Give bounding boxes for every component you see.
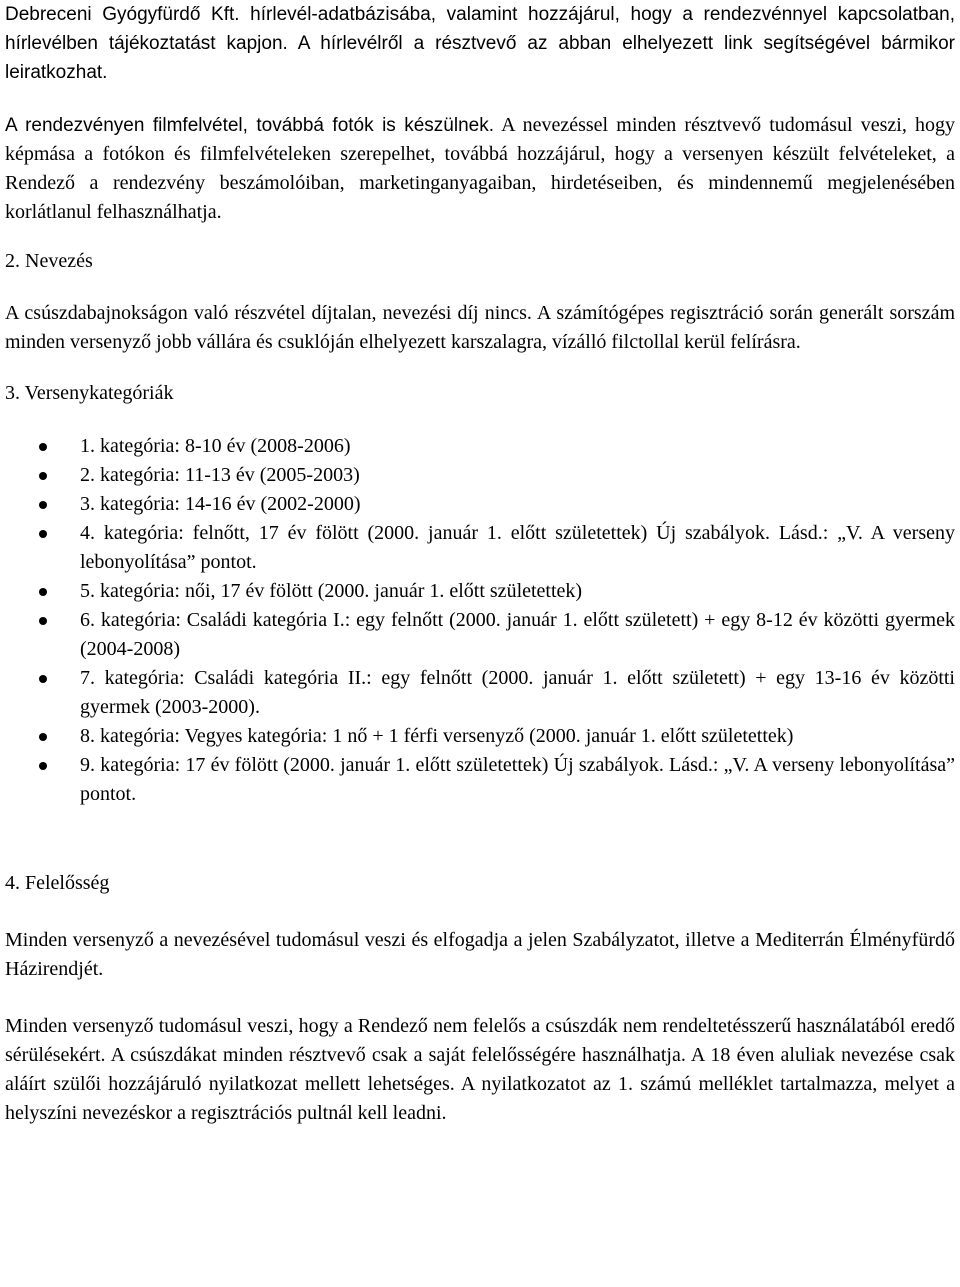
bullet-icon [39,675,47,683]
list-item-text: 1. kategória: 8-10 év (2008-2006) [80,435,351,457]
list-item-text: 6. kategória: Családi kategória I.: egy felnőtt (2000. január 1. előtt született) + egy 8-12 év közötti gyermek (2004-2008) [80,609,955,660]
list-item-text: 5. kategória: női, 17 év fölött (2000. január 1. előtt születettek) [80,580,583,602]
section-heading-nevezes: 2. Nevezés [5,250,93,272]
list-item [5,722,955,751]
bullet-icon [39,617,47,625]
list-item-text: 3. kategória: 14-16 év (2002-2000) [80,493,361,515]
newsletter-paragraph [5,0,955,87]
list-item [5,490,955,519]
list-item [5,577,955,606]
category-list [5,432,955,809]
list-item [5,461,955,490]
section-heading-categories: 3. Versenykategóriák [5,382,174,404]
bullet-icon [39,588,47,596]
bullet-icon [39,501,47,509]
list-item [5,432,955,461]
entry-paragraph: A csúszdabajnokságon való részvétel díjtalan, nevezési díj nincs. A számítógépes regisztráció során generált sorszám minden versenyző jobb vállára és csuklóján elhelyezett karszalagra, vízálló filctollal kerül felírásra. [5,302,955,353]
list-item [5,606,955,664]
section-heading-responsibility: 4. Felelősség [5,872,110,894]
rules-paragraph: Minden versenyző a nevezésével tudomásul veszi és elfogadja a jelen Szabályzatot, illetve a Mediterrán Élményfürdő Házirendjét. [5,929,955,980]
bullet-icon [39,762,47,770]
list-item [5,664,955,722]
list-item-text: 7. kategória: Családi kategória II.: egy felnőtt (2000. január 1. előtt született) + egy 13-16 év közötti gyermek (2003-2000). [80,667,955,718]
bullet-icon [39,443,47,451]
document-page [5,0,955,1128]
recording-paragraph [5,111,955,227]
list-item-text: 2. kategória: 11-13 év (2005-2003) [80,464,360,486]
bullet-icon [39,530,47,538]
bullet-icon [39,733,47,741]
list-item-text: 4. kategória: felnőtt, 17 év fölött (2000. január 1. előtt születettek) Új szabályok. Lásd.: „V. A verseny lebonyolítása” pontot. [80,522,955,573]
list-item-text: 8. kategória: Vegyes kategória: 1 nő + 1 férfi versenyző (2000. január 1. előtt születettek) [80,725,794,747]
list-item [5,519,955,577]
list-item [5,751,955,809]
recording-intro: A rendezvényen filmfelvétel, továbbá fotók is készülnek. [5,115,495,136]
list-item-text: 9. kategória: 17 év fölött (2000. január 1. előtt születettek) Új szabályok. Lásd.: „V. A verseny lebonyolítása” pontot. [80,754,955,805]
liability-paragraph: Minden versenyző tudomásul veszi, hogy a Rendező nem felelős a csúszdák nem rendeltetésszerű használatából eredő sérülésekért. A csúszdákat minden résztvevő csak a saját felelősségére használhatja. A 18 éven aluliak nevezése csak aláírt szülői hozzájáruló nyilatkozat mellett lehetséges. A nyilatkozatot az 1. számú melléklet tartalmazza, melyet a helyszíni nevezéskor a regisztrációs pultnál kell leadni. [5,1015,955,1124]
bullet-icon [39,472,47,480]
recording-text: A nevezéssel minden résztvevő tudomásul veszi, hogy képmása a fotókon és filmfelvételeken szerepelhet, továbbá hozzájárul, hogy a versenyen készült felvételeket, a Rendező a rendezvény beszámolóiban, marketinganyagaiban, hirdetéseiben, és mindennemű megjelenésében korlátlanul felhasználhatja. [5,114,955,223]
newsletter-text: Debreceni Gyógyfürdő Kft. hírlevél-adatbázisába, valamint hozzájárul, hogy a rendezvénnyel kapcsolatban, hírlevélben tájékoztatást kapjon. A hírlevélről a résztvevő az abban elhelyezett link segítségével bármikor leiratkozhat. [5,4,955,83]
